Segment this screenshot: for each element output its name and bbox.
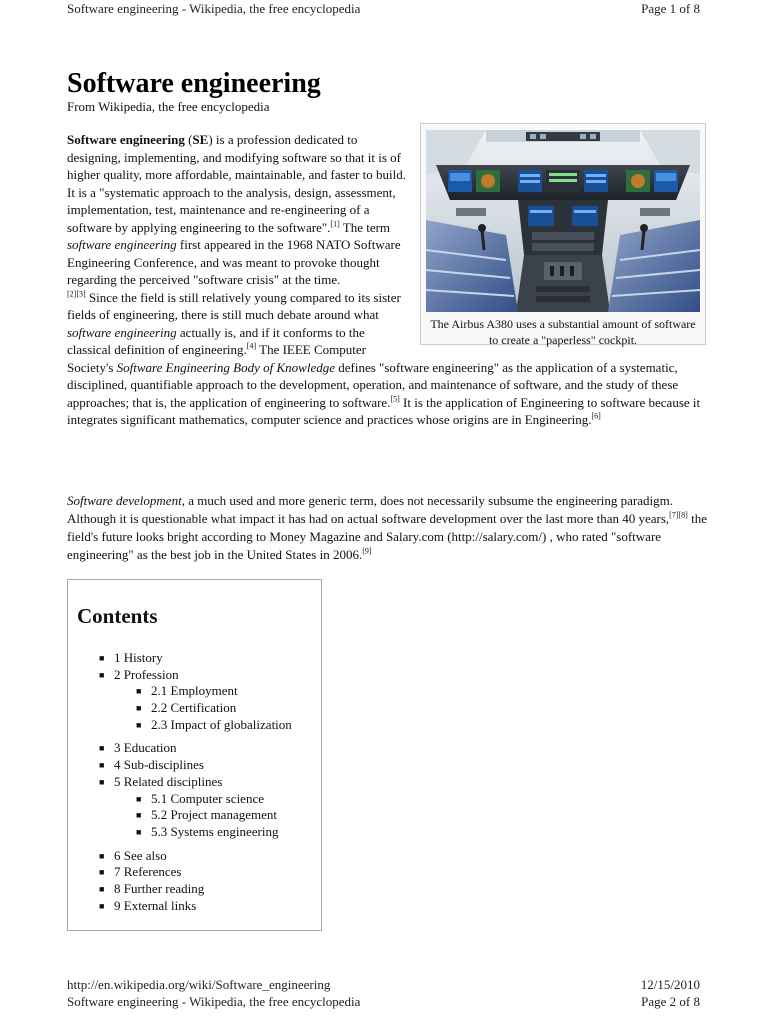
toc-item-sub-disciplines[interactable]: ■ 4 Sub-disciplines	[99, 757, 204, 773]
footer-date: 12/15/2010	[640, 977, 700, 992]
bullet-icon: ■	[99, 850, 105, 861]
page-subtitle: From Wikipedia, the free encyclopedia	[67, 99, 270, 114]
bullet-icon: ■	[136, 703, 142, 714]
ref-link-1[interactable]: [1]	[330, 219, 340, 229]
cockpit-photo[interactable]	[426, 130, 700, 312]
figure-box	[420, 123, 706, 345]
page-header-title: Software engineering - Wikipedia, the free encyclopedia	[67, 1, 361, 16]
toc-title: Contents	[77, 604, 158, 628]
ref-link-9[interactable]: [9]	[362, 546, 372, 556]
figure-caption: The Airbus A380 uses a substantial amount of software to create a "paperless" cockpit.	[430, 317, 696, 347]
toc-item-education[interactable]: ■ 3 Education	[99, 740, 177, 756]
bullet-icon: ■	[136, 810, 142, 821]
bullet-icon: ■	[99, 867, 105, 878]
ref-link-2-3[interactable]: [2][3]	[67, 289, 86, 299]
page-header-number: Page 1 of 8	[641, 1, 700, 16]
bullet-icon: ■	[136, 793, 142, 804]
toc-item-further-reading[interactable]: ■ 8 Further reading	[99, 880, 205, 896]
ref-link-7-8[interactable]: [7][8]	[669, 510, 688, 520]
toc-item-computer-science[interactable]: ■ 5.1 Computer science	[136, 790, 264, 806]
bullet-icon: ■	[99, 653, 105, 663]
software-development-paragraph: Software development, a much used and more generic term, does not necessarily subsume the engineering paradigm. Although it is questionable what impact it has had on actual software development over the last more than 40 years,[7][8] the field's future looks bright according to Money Magazine and Salary.com (http://salary.com/) , who rated "software engineering" as the best job in the United States in 2006.[9]	[67, 493, 707, 562]
intro-paragraph: The Airbus A380 uses a substantial amount of software to create a "paperless" cockpit. Software engineering (SE) is a profession dedicated to designing, implementing, and modifying software so that it is of higher quality, more affordable, maintainable, and faster to build. It is a "systematic approach to the analysis, design, assessment, implementation, test, maintenance and re-engineering of a software by applying engineering to the software".[1] The term software engineering first appeared in the 1968 NATO Software Engineering Conference, and was meant to provoke thought regarding the perceived "software crisis" at the time. [2][3] Since the field is still relatively young compared to its sister fields of engineering, there is still much debate around what software engineering actually is, and if it conforms to the classical definition of engineering.[4] The IEEE Computer Society's Software Engineering Body of Knowledge defines "software engineering" as the application of a systematic, disciplined, quantifiable approach to the development, operation, and maintenance of software, and the study of these approaches; that is, the application of engineering to software.[5] It is the application of Engineering to software because it integrates significant mathematics, computer science and practices whose origins are in Engineering.[6]	[67, 131, 707, 429]
bullet-icon: ■	[136, 686, 142, 697]
bold-term-se: Software engineering	[67, 132, 185, 147]
toc-list	[68, 650, 322, 914]
toc-item-history[interactable]: ■ 1 History	[99, 650, 163, 665]
toc-item-globalization[interactable]: ■ 2.3 Impact of globalization	[136, 716, 292, 732]
toc-item-certification[interactable]: ■ 2.2 Certification	[136, 700, 237, 716]
bold-abbr-se: SE	[192, 132, 209, 147]
ref-link-6[interactable]: [6]	[591, 411, 601, 421]
ref-link-5[interactable]: [5]	[390, 394, 400, 404]
toc-item-profession[interactable]: ■ 2 Profession	[99, 666, 179, 682]
bullet-icon: ■	[99, 883, 105, 894]
toc-item-employment[interactable]: ■ 2.1 Employment	[136, 683, 238, 699]
bullet-icon: ■	[99, 760, 105, 771]
toc-item-related-disciplines[interactable]: ■ 5 Related disciplines	[99, 773, 223, 789]
table-of-contents	[67, 579, 322, 931]
bullet-icon: ■	[99, 776, 105, 787]
page2-header-title: Software engineering - Wikipedia, the free encyclopedia	[67, 994, 361, 1009]
toc-item-references[interactable]: ■ 7 References	[99, 864, 182, 880]
ref-link-4[interactable]: [4]	[246, 341, 257, 351]
bullet-icon: ■	[99, 900, 105, 911]
toc-item-see-also[interactable]: ■ 6 See also	[99, 847, 167, 863]
page-title: Software engineering	[67, 68, 321, 99]
toc-item-project-management[interactable]: ■ 5.2 Project management	[136, 807, 277, 823]
toc-item-systems-engineering[interactable]: ■ 5.3 Systems engineering	[136, 823, 279, 839]
bullet-icon: ■	[136, 719, 142, 730]
bullet-icon: ■	[99, 669, 105, 680]
footer-url: http://en.wikipedia.org/wiki/Software_engineering	[67, 977, 331, 992]
bullet-icon: ■	[136, 826, 142, 837]
toc-item-external-links[interactable]: ■ 9 External links	[99, 897, 197, 913]
bullet-icon: ■	[99, 743, 105, 754]
page2-header-number: Page 2 of 8	[641, 994, 700, 1009]
